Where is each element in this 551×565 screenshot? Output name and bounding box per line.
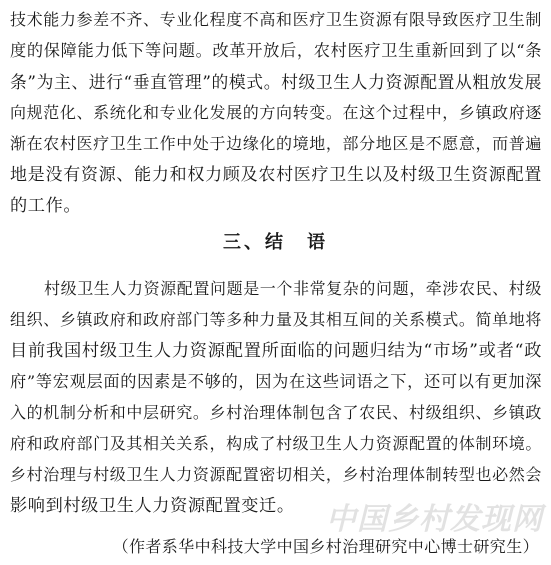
text-line: 地是没有资源、能力和权力顾及农村医疗卫生以及村级卫生资源配置 [10, 165, 542, 185]
text-line: 村级卫生人力资源配置问题是一个非常复杂的问题，牵涉农民、村级 [44, 279, 543, 298]
text-line: 目前我国村级卫生人力资源配置所面临的问题归结为“市场”或者“政 [10, 341, 542, 361]
text-line: 组织、乡镇政府和政府部门等多种力量及其相互间的关系模式。简单地将 [10, 310, 542, 329]
section-heading: 三、结 语 [223, 232, 328, 253]
text-line: 向规范化、系统化和专业化发展的方向转变。在这个过程中，乡镇政府逐 [10, 103, 542, 122]
text-line: 乡村治理与村级卫生人力资源配置密切相关，乡村治理体制转型也必然会 [10, 465, 542, 484]
text-line: 府”等宏观层面的因素是不够的，因为在这些词语之下，还可以有更加深 [10, 372, 542, 391]
text-line: 影响到村级卫生人力资源配置变迁。 [10, 496, 295, 516]
text-line: 府和政府部门及其相关关系，构成了村级卫生人力资源配置的体制环境。 [10, 434, 542, 453]
text-line: 渐在农村医疗卫生工作中处于边缘化的境地，部分地区是不愿意，而普遍 [10, 134, 542, 153]
text-line: 的工作。 [10, 196, 82, 216]
text-line: 技术能力参差不齐、专业化程度不高和医疗卫生资源有限导致医疗卫生制 [10, 10, 542, 29]
author-note: （作者系华中科技大学中国乡村治理研究中心博士研究生） [112, 537, 539, 556]
text-line: 度的保障能力低下等问题。改革开放后，农村医疗卫生重新回到了以“条 [10, 41, 542, 60]
text-line: 入的机制分析和中层研究。乡村治理体制包含了农民、村级组织、乡镇政 [10, 403, 542, 422]
site-watermark: 中国乡村发现网 [326, 502, 543, 537]
text-line: 条”为主、进行“垂直管理”的模式。村级卫生人力资源配置从粗放发展 [10, 72, 542, 92]
